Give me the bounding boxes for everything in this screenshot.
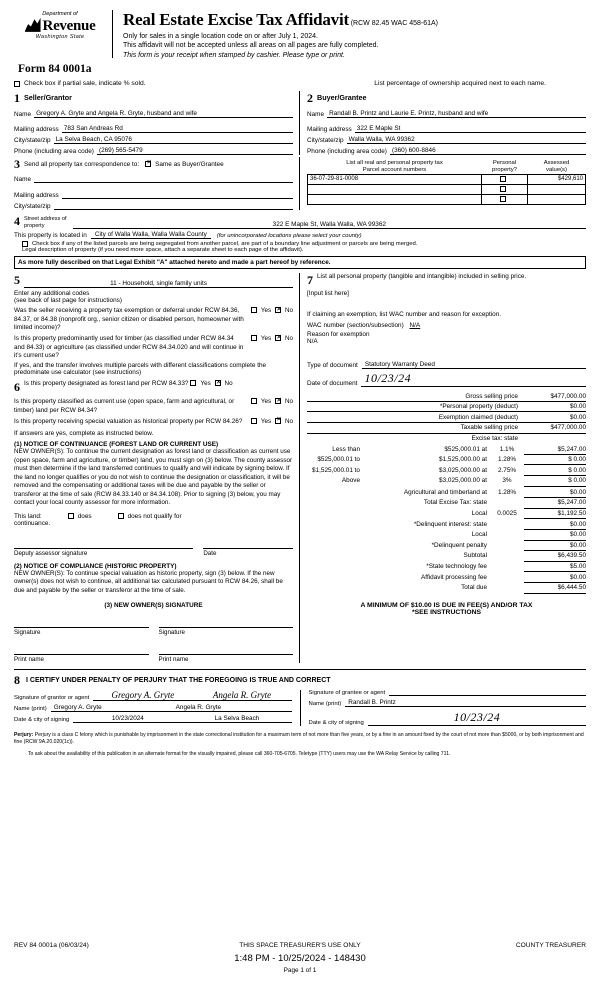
total-row [307,561,586,572]
s7-input-list[interactable]: [Input list here] [307,290,349,298]
grantee-date-value[interactable]: 10/23/24 [368,710,586,726]
total-row [307,498,586,509]
new-owner-sig-label-1: Signature [14,629,41,637]
parties-section [14,91,586,155]
s6-q1-yes-checkbox[interactable] [190,380,196,386]
total-mid-state [490,498,524,509]
state-label: Washington State [35,33,85,40]
partial-sale-row [14,80,586,87]
grantor-date-value[interactable]: 10/23/2024 [73,715,182,723]
s6-q3-options[interactable]: Yes ✕ No [249,418,293,425]
page-header [14,8,586,60]
total-mid-totaldue [490,582,524,593]
bracket-rate-2: 1.28% [497,456,517,464]
new-owner-print-label-1: Print name [14,656,44,664]
calc-amount-exemption[interactable]: $0.00 [524,412,586,423]
buyer-phone-value[interactable]: (360) 600-8846 [390,147,586,155]
s5-q2-yes-checkbox[interactable] [251,335,257,341]
s6-q2-yes-checkbox[interactable] [251,398,257,404]
s4-legal-note: Legal description of property (if you need more space, attach a separate sheet to each page of the affidavit). [22,247,304,254]
total-row [307,582,586,593]
buyer-heading: Buyer/Grantee [317,93,367,103]
s4-check-note: Check box if any of the listed parcels are being segregated from another parcel, are part of a boundary line adjustment or parcels are being merged. [32,241,418,248]
total-amount-state[interactable]: $5,247.00 [524,498,586,509]
seller-phone-label: Phone (including area code) [14,147,94,155]
buyer-city-label: City/state/zip [307,136,344,144]
s7-head: List all personal property (tangible and intangible) included in selling price. [317,273,527,281]
total-label-procfee: Affidavit processing fee [421,573,487,581]
s4-label2: property [24,222,45,229]
table-row[interactable] [308,175,586,185]
parcel-table [307,159,586,206]
s6-q2-row [14,398,293,415]
buyer-mailing-label: Mailing address [307,125,352,133]
calc-label-gross: Gross selling price [307,391,524,401]
total-label-delloc: Local [471,531,487,539]
legal-description-box[interactable]: As more fully described on that Legal Exhibit "A" attached hereto and made a part hereof by reference. [14,256,586,269]
total-label-techfee: *State technology fee [426,563,487,571]
grantor-print-2[interactable]: Angela R. Gryte [170,704,292,712]
s5-q2-row [14,335,293,360]
bracket-range-1: Less than [332,445,360,453]
new-owner-sign-row [14,616,293,636]
s6-q2-text: Is this property classified as current use (open space, farm and agricultural, or timber) land per RCW 84.34? [14,398,235,414]
parcel-number-3[interactable] [308,195,482,205]
rcw-reference: (RCW 82.45 WAC 458-61A) [350,20,438,27]
correspondence-left [14,157,300,210]
s6-q3-row [14,418,293,426]
new-owner-print-row [14,643,293,663]
buyer-block [300,91,586,155]
bracket-row [307,476,586,487]
reason-label: Reason for exemption [307,331,370,339]
s6-q1-no-checkbox[interactable] [215,380,221,386]
total-row [307,540,586,551]
bracket-amount-4[interactable]: $ 0.00 [524,476,586,487]
bracket-range-2: $525,000.01 to [317,456,360,464]
table-row[interactable] [308,195,586,205]
bracket-threshold-1: $525,000.01 at [444,445,487,453]
doc-date-label: Date of document [307,380,358,388]
use-and-personal-section [14,273,586,663]
grantee-cert-block [300,690,587,726]
doc-type-label: Type of document [307,362,358,370]
s4-located-value[interactable]: City of Walla Walla, Walla Walla County [91,231,211,239]
seller-city-value[interactable]: La Selva Beach, CA 95076 [54,136,293,144]
total-label-subtotal: Subtotal [463,552,487,560]
s6-q2-options[interactable]: Yes ✕ No [249,398,293,405]
section7-block [300,273,586,663]
personal-prop-3[interactable] [482,195,528,205]
wac-row [307,322,586,329]
section5-block [14,273,300,663]
calc-row [307,433,586,443]
parcel-col-header: List all real and personal property tax Parcel account numbers [346,159,443,173]
does-not-qualify-checkbox[interactable] [118,513,124,519]
minimum-due-line2: *SEE INSTRUCTIONS [411,608,482,616]
personal-checkbox[interactable] [500,176,506,182]
total-mid-subtotal [490,551,524,562]
doc-date-value[interactable]: 10/23/24 [361,371,586,387]
total-row [307,551,586,562]
bracket-threshold-4: $3,025,000.00 at [439,477,487,485]
s6-if-answers: If answers are yes, complete as instructed below. [14,430,154,438]
total-mid-penalty [490,540,524,551]
s8-head: I CERTIFY UNDER PENALTY OF PERJURY THAT THE FOREGOING IS TRUE AND CORRECT [26,677,331,685]
bracket-amount-1[interactable]: $5,247.00 [524,444,586,454]
header-sub2: This affidavit will not be accepted unless all areas on all pages are fully completed. [123,42,379,50]
calc-label-excise: Excise tax: state [471,434,518,442]
s3-mailing-value[interactable] [62,191,293,199]
personal-prop-1[interactable] [482,175,528,185]
s3-city-value[interactable] [54,202,293,210]
total-amount-delloc[interactable]: $0.00 [524,529,586,540]
s5-q2-no-checkbox[interactable] [275,335,281,341]
s3-name-label: Name [14,176,32,184]
new-owner-signature-2[interactable] [159,616,294,628]
this-land-row [14,513,293,520]
s5-q1-no-checkbox[interactable] [275,307,281,313]
doc-date-row [307,371,586,387]
total-label-delint: *Delinquent interest: state [413,520,487,528]
s5-q1-yes-checkbox[interactable] [251,307,257,313]
s7-exemption-line: If claiming an exemption, list WAC number and reason for exception. [307,311,502,319]
new-owner-print-1[interactable] [14,643,149,655]
same-as-buyer-label: Same as Buyer/Grantee [155,160,224,168]
does-label: does [77,512,92,520]
parcel-number-1[interactable]: 36-07-29-81-0008 [308,175,482,185]
bracket-rate-4: 3% [502,477,512,485]
buyer-mailing-value[interactable]: 322 E Maple St [355,125,586,133]
s4-located-label: This property is located in [14,232,87,240]
new-owner-print-label-2: Print name [158,656,189,664]
grantor-print-1[interactable]: Gregory A. Gryte [51,704,170,712]
land-use-code[interactable]: 11 - Household, single family units [24,280,293,288]
s7-number: 7 [307,273,313,288]
s6-q3-yes-checkbox[interactable] [251,418,257,424]
total-label-ag: Agricultural and timberland at [403,489,487,497]
s5-q1-text: Was the seller receiving a property tax exemption or deferral under RCW 84.36, 84.37, or 84.38 (nonprofit org., senior citizen or disabled person, homeowner with limited income)? [14,307,244,331]
seller-block [14,91,300,155]
bracket-row [307,444,586,454]
calc-amount-gross[interactable]: $477,000.00 [524,391,586,401]
property-address-section [14,214,586,269]
calc-label-taxable: Taxable selling price [307,423,524,434]
header-sub1: Only for sales in a single location code on or after July 1, 2024. [123,33,318,40]
total-mid-delint [490,519,524,530]
partial-sale-label: Check box if partial sale, indicate % sold. [24,80,146,88]
s8-number: 8 [14,673,20,688]
correspondence-section [14,157,586,210]
s6-q3-no-checkbox[interactable] [275,418,281,424]
calc-row [307,412,586,423]
s3-text: Send all property tax correspondence to: [24,160,140,168]
total-mid-delloc [490,529,524,540]
personal-checkbox[interactable] [500,196,506,202]
footer-rev: REV 84 0001a (06/03/24) [14,942,89,949]
grantor-sig-label: Signature of grantor or agent [14,695,90,702]
s3-city-label: City/state/zip [14,203,51,211]
treasurer-stamp: 1:48 PM - 10/25/2024 - 148430 [234,953,366,964]
bracket-threshold-3: $3,025,000.00 at [439,466,487,474]
total-mid-ag: 1.28% [497,489,517,497]
reason-value[interactable]: N/A [307,338,318,346]
buyer-phone-label: Phone (including area code) [307,147,387,155]
page-footer [14,942,586,974]
total-amount-subtotal[interactable]: $6,439.50 [524,551,586,562]
grantor-print-label: Name (print) [14,706,47,713]
grantee-sig-label: Signature of grantee or agent [308,690,386,697]
buyer-city-value[interactable]: Walla Walla, WA 99362 [347,136,586,144]
seller-mailing-label: Mailing address [14,125,59,133]
notice-compliance-body: NEW OWNER(S): To continue special valuation as historic property, sign (3) below. If the new owner(s) does not wish to continue, all additional tax calculated pursuant to RCW 84.26, shall be due and payable by the seller or transferor at the time of sale. [14,569,283,594]
s3-mailing-label: Mailing address [14,192,59,200]
certification-section [14,669,586,726]
total-amount-procfee[interactable]: $0.00 [524,572,586,583]
this-land-label: This land: [14,512,42,520]
bracket-amount-3[interactable]: $ 0.00 [524,465,586,476]
notice-continuance-body: NEW OWNER(S): To continue the current designation as forest land or classification as current use (open space, farm and agriculture, or timber) land, you must sign on (3) below. The county assessor must then determine if the land transferred continues to qualify and will indicate by signing below. If the land no longer qualifies or you do not wish to continue the designation or classification, it will be removed and the compensating or additional taxes will be due and payable by the seller or transferor at the time of sale (RCW 84.33.140 or 84.34.108). Prior to signing (3) below, you may contact your local county assessor for more information. [14,448,293,507]
parcel-table-block [300,157,586,210]
seller-phone-value[interactable]: (269) 565-5479 [97,147,293,155]
total-mid-local: 0.0025 [497,510,517,518]
dept-label: Department of [42,11,78,17]
ada-notice: To ask about the availability of this publication in an alternate format for the visually impaired, please call 360-705-6705. Teletype (TTY) users may use the WA Relay Service by calling 711. [28,751,451,758]
grantor-cert-block [14,690,300,726]
s6-number: 6 [14,380,20,395]
bracket-amount-2[interactable]: $ 0.00 [524,454,586,465]
assessed-value-2[interactable] [528,185,586,195]
seller-mailing-value[interactable]: 783 San Andreas Rd [62,125,293,133]
deputy-signature-line[interactable] [14,537,193,549]
grantor-city-value[interactable]: La Selva Beach [182,715,291,723]
doc-type-value[interactable]: Statutory Warranty Deed [362,361,586,369]
total-row [307,488,586,498]
form-number: Form 84 0001a [18,63,92,76]
s5-q1-options[interactable]: Yes ✕ No [249,307,293,314]
segregation-checkbox[interactable] [22,241,28,247]
page-title: Real Estate Excise Tax Affidavit [123,10,349,29]
same-as-buyer-checkbox[interactable] [145,161,151,167]
s4-located-note: (for unincorporated locations please select your county) [216,233,362,240]
s6-q2-no-checkbox[interactable] [275,398,281,404]
bracket-range-3: $1,525,000.01 to [312,466,360,474]
personal-col-header: Personal property? [492,159,517,173]
ownership-note: List percentage of ownership acquired next to each name. [374,80,546,88]
s4-number: 4 [14,214,20,229]
s3-name-value[interactable] [34,175,293,183]
agency-logo [14,8,106,40]
grantor-signature-2[interactable]: Angela R. Gryte [192,690,291,701]
grantor-signature-1[interactable]: Gregory A. Gryte [93,690,192,701]
total-label-state: Total Excise Tax: state [423,499,487,507]
does-qualify-checkbox[interactable] [68,513,74,519]
new-owner-print-2[interactable] [159,643,294,655]
s3-number: 3 [14,156,20,171]
assessed-col-header: Assessed value(s) [543,159,570,173]
assessed-value-1[interactable]: $429,610 [528,175,586,185]
bracket-rate-3: 2.75% [497,466,517,474]
partial-sale-checkbox[interactable] [14,81,20,87]
does-not-label: does not qualify for [127,512,182,520]
seller-name-label: Name [14,110,32,118]
s5-line1: Enter any additional codes [14,290,90,298]
calc-label-exemption: Exemption claimed (deduct) [307,412,524,423]
total-label-totaldue: Total due [461,584,487,592]
calc-amount-excise [524,433,586,443]
continuance-word: continuance. [14,519,51,527]
total-amount-ag[interactable]: $0.00 [524,488,586,498]
calc-label-personal: *Personal property (deduct) [307,401,524,412]
deputy-date-label: Date [203,549,217,557]
total-row [307,508,586,519]
seller-name-value[interactable]: Gregory A. Gryte and Angela R. Gryte, husband and wife [34,110,293,118]
deputy-date-line[interactable] [203,537,293,549]
parcel-number-2[interactable] [308,185,482,195]
doc-type-row [307,361,586,369]
seller-section-number: 1 [14,91,20,106]
total-amount-local[interactable]: $1,192.50 [524,508,586,519]
perjury-text: Perjury is a class C felony which is punishable by imprisonment in the state correctional institution for a maximum term of not more than five years, or by a fine in an amount fixed by the court of not more than $5000, or by both imprisonment and fine (RCW 9A.20.020(1c)). [14,732,584,745]
tax-totals-table [307,488,586,594]
calc-row [307,401,586,412]
calc-amount-personal[interactable]: $0.00 [524,401,586,412]
s6-q1-text: Is this property designated as forest land per RCW 84.33? [24,380,189,388]
total-amount-totaldue[interactable]: $6,444.50 [524,582,586,593]
grantee-signature[interactable] [389,695,586,696]
notice-compliance-head: (2) NOTICE OF COMPLIANCE (HISTORIC PROPERTY) [14,562,177,570]
header-subtext [123,32,586,60]
page-number: Page 1 of 1 [283,967,317,974]
deputy-signature-label: Deputy assessor signature [14,549,88,557]
wac-label: WAC number (section/subsection) [307,322,404,330]
bracket-row [307,454,586,465]
header-divider [112,10,113,58]
property-address-value[interactable]: 322 E Maple St, Walla Walla, WA 99362 [73,221,586,229]
personal-prop-2[interactable] [482,185,528,195]
grantee-print-value[interactable]: Randall B. Printz [345,699,586,707]
s6-q1-options[interactable]: Yes ✕ No [188,380,232,387]
bracket-row [307,465,586,476]
total-amount-delint[interactable]: $0.00 [524,519,586,530]
buyer-name-value[interactable]: Randall B. Printz and Laurie E. Printz, husband and wife [327,110,586,118]
total-mid-procfee [490,572,524,583]
total-amount-techfee[interactable]: $5.00 [524,561,586,572]
s6-q3-text: Is this property receiving special valuation as historical property per RCW 84.26? [14,417,243,425]
assessed-value-3[interactable] [528,195,586,205]
wac-value[interactable]: N/A [409,322,421,330]
buyer-name-label: Name [307,110,325,118]
bracket-threshold-2: $1,525,000.00 at [439,456,487,464]
s6-q1-row [14,380,293,395]
s5-q1-row [14,307,293,332]
new-owner-sig-label-2: Signature [158,629,185,637]
notice-continuance-head: (1) NOTICE OF CONTINUANCE (FOREST LAND OR CURRENT USE) [14,441,219,449]
seller-city-label: City/state/zip [14,136,51,144]
total-label-penalty: *Delinquent penalty [431,541,487,549]
s5-q2-options[interactable]: Yes ✕ No [249,335,293,342]
footer-treasurer-space: THIS SPACE TREASURER'S USE ONLY [239,942,361,949]
perjury-notice [14,732,586,745]
tax-calculation-table [307,391,586,443]
bracket-rate-1: 1.1% [499,445,515,453]
total-label-local: Local [471,510,487,518]
grantee-print-label: Name (print) [308,701,342,708]
tax-bracket-table [307,444,586,486]
minimum-due-line1: A MINIMUM OF $10.00 IS DUE IN FEE(S) AND/OR TAX [360,601,533,609]
new-owner-signature-head: (3) NEW OWNER(S) SIGNATURE [104,602,203,610]
table-row[interactable] [308,185,586,195]
mountain-icon [25,18,41,32]
calc-row [307,391,586,401]
s5-q3-text: If yes, and the transfer involves multiple parcels with different classifications complete the predominate use calculator (see instructions) [14,362,267,377]
grantor-date-label: Date & city of signing [14,717,70,724]
total-mid-techfee [490,561,524,572]
new-owner-signature-1[interactable] [14,616,149,628]
total-row [307,529,586,540]
seller-heading: Seller/Grantor [24,93,72,103]
footer-county-treasurer: COUNTY TREASURER [515,942,586,949]
s4-label1: Street address of [24,216,67,223]
bracket-range-4: Above [341,477,360,485]
deputy-sign-row [14,537,293,557]
s5-number: 5 [14,273,20,288]
calc-amount-taxable[interactable]: $477,000.00 [524,423,586,434]
perjury-label: Perjury: [14,732,34,739]
buyer-section-number: 2 [307,91,313,106]
calc-row [307,423,586,434]
total-row [307,519,586,530]
header-sub3: This form is your receipt when stamped by cashier. Please type or print. [123,51,345,59]
s5-q2-text: Is this property predominantly used for timber (as classified under RCW 84.34 and 84.33) or agriculture (as classified under RCW 84.34.020 and will continue in it's current use? [14,335,244,359]
revenue-wordmark: Revenue [14,18,106,35]
s5-line2: (see back of last page for instructions) [14,297,122,305]
total-amount-penalty[interactable]: $0.00 [524,540,586,551]
total-row [307,572,586,583]
grantee-date-label: Date & city of signing [308,720,364,727]
personal-checkbox[interactable] [500,186,506,192]
